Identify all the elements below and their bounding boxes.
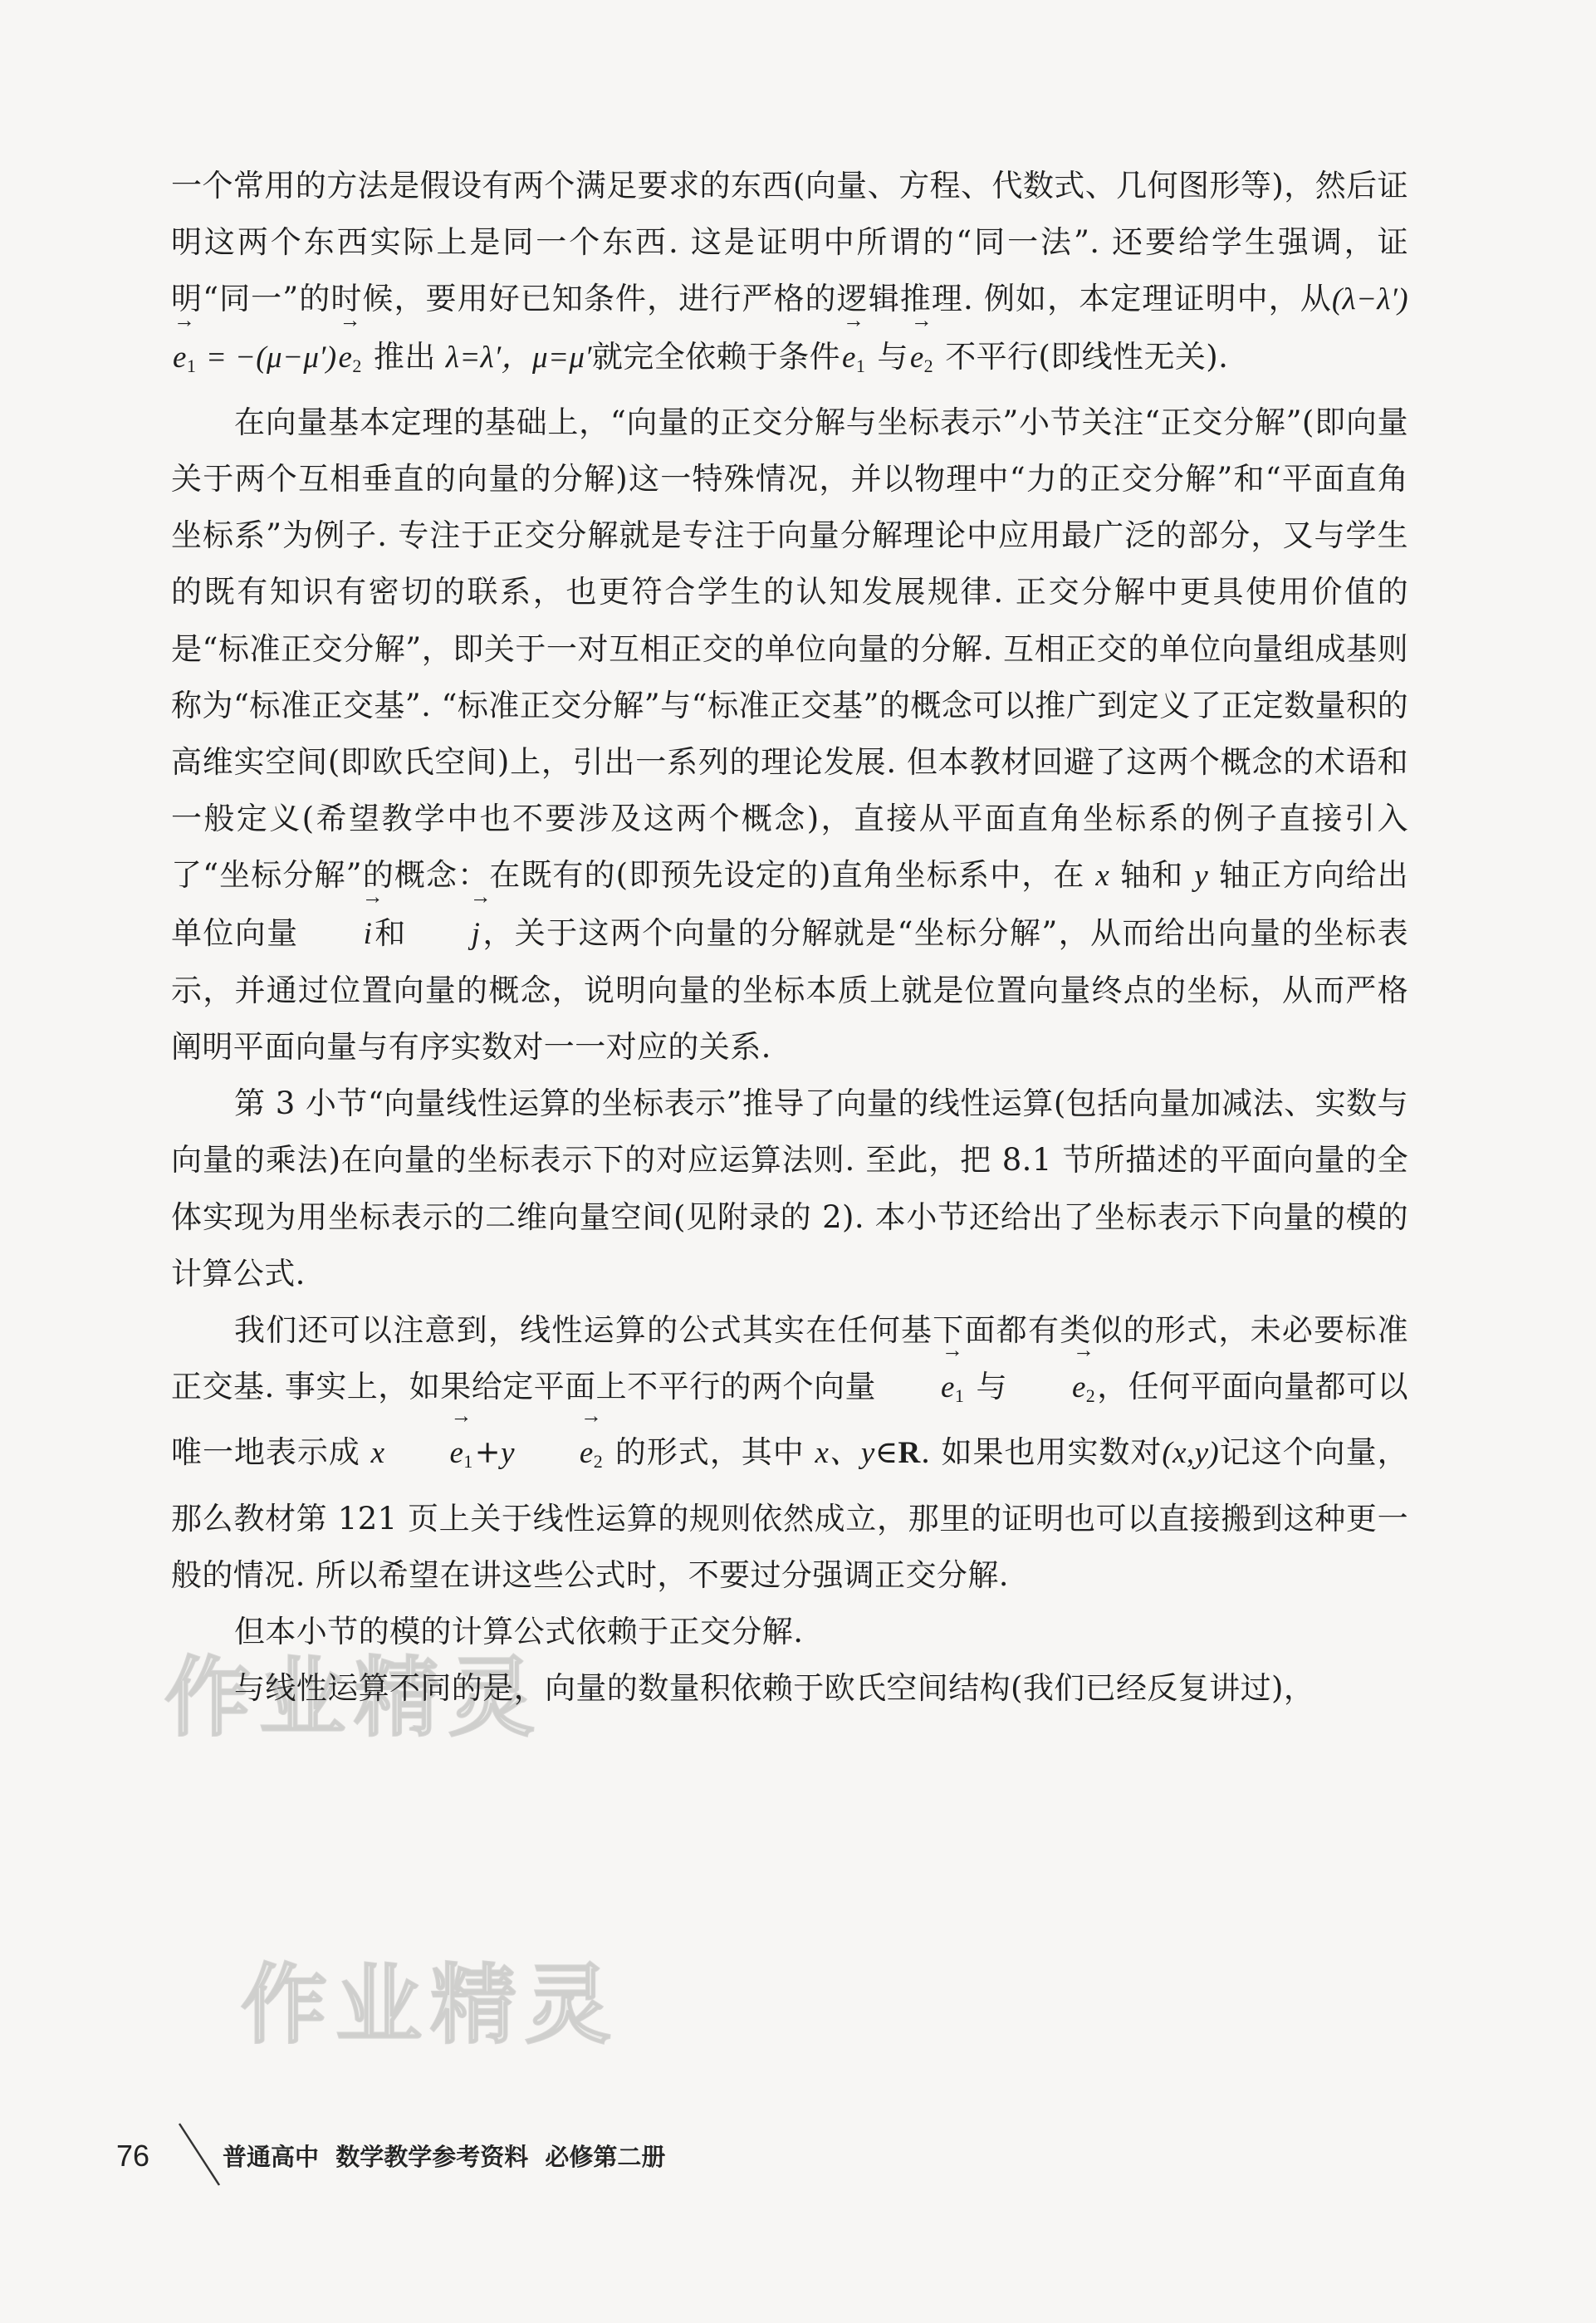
- paragraph-2: 在向量基本定理的基础上，“向量的正交分解与坐标表示”小节关注“正交分解”(即向量关于两个互相垂直的向量的分解)这一特殊情况，并以物理中“力的正交分解”和“平面直角坐标系”为例子. 专注于正交分解就是专注于向量分解理论中应用最广泛的部分，又与学生的既有知识有密切的联系，也更符合学生的认知发展规律. 正交分解中更具使用价值的是“标准正交分解”，即关于一对互相正交的单位向量的分解. 互相正交的单位向量组成基则称为“标准正交基”. “标准正交分解”与“标准正交基”的概念可以推广到定义了正定数量积的高维实空间(即欧氏空间)上，引出一系列的理论发展. 但本教材回避了这两个概念的术语和一般定义(希望教学中也不要涉及这两个概念)，直接从平面直角坐标系的例子直接引入了“坐标分解”的概念：在既有的(即预先设定的)直角坐标系中，在 x 轴和 y 轴正方向给出单位向量 i →和 j →，关于这两个向量的分解就是“坐标分解”，从而给出向量的坐标表示，并通过位置向量的概念，说明向量的坐标本质上就是位置向量终点的坐标，从而严格阐明平面向量与有序实数对一一对应的关系.: [171, 395, 1408, 1076]
- vector-j: j →: [407, 906, 482, 963]
- page-footer: [116, 2122, 947, 2188]
- vector-e1: $e_1$ →: [876, 1360, 966, 1424]
- vector-i: i →: [299, 906, 375, 963]
- vector-e1: $e_1$ →: [171, 330, 198, 395]
- paragraph-1: 一个常用的方法是假设有两个满足要求的东西(向量、方程、代数式、几何图形等)，然后证明这两个东西实际上是同一个东西. 这是证明中所谓的“同一法”. 还要给学生强调，证明“同一”的时候，要用好已知条件，进行严格的逻辑推理. 例如，本定理证明中，从$(\lambda-\lambda')e_1$ → = $-(\mu-\mu')e_2$ → 推出 λ=λ′，μ=μ′就完全依赖于条件$e_1$ → 与$e_2$ → 不平行(即线性无关).: [171, 158, 1408, 395]
- vector-e2: $e_2$ →: [908, 330, 935, 395]
- vector-e2: $e_2$ →: [1007, 1360, 1097, 1424]
- paragraph-5: 但本小节的模的计算公式依赖于正交分解.: [234, 1614, 804, 1650]
- vector-e2: $e_2$ →: [337, 330, 364, 395]
- vector-e2: $e_2$ →: [515, 1425, 605, 1490]
- paragraph-4: 我们还可以注意到，线性运算的公式其实在任何基下面都有类似的形式，未必要标准正交基. 事实上，如果给定平面上不平行的两个向量 $e_1$ → 与 $e_2$ →，任何平面向量都可以唯一地表示成 x $e_1 \to+y$ $e_2$ → 的形式，其中 x、y∈R. 如果也用实数对(x,y)记这个向量，那么教材第 121 页上关于线性运算的规则依然成立，那里的证明也可以直接搬到这种更一般的情况. 所以希望在讲这些公式时，不要过分强调正交分解.: [171, 1302, 1408, 1604]
- watermark-bottom: 作业精灵: [241, 1954, 620, 2056]
- paragraph-3: 第 3 小节“向量线性运算的坐标表示”推导了向量的线性运算(包括向量加减法、实数与向量的乘法)在向量的坐标表示下的对应运算法则. 至此，把 8.1 节所描述的平面向量的全体实现为用坐标表示的二维向量空间(见附录的 2). 本小节还给出了坐标表示下向量的模的计算公式.: [171, 1086, 1408, 1291]
- body-text: [171, 158, 1408, 1717]
- vector-e1: $e_1$ →: [840, 330, 867, 395]
- watermark-top: 作业精灵: [164, 1647, 544, 1748]
- page-number: 76: [116, 2139, 150, 2173]
- footer-slash-divider: [176, 2122, 226, 2188]
- book-title: 普通高中 数学教学参考资料 必修第二册: [223, 2143, 666, 2171]
- vector-e1: $e_1$ →: [384, 1425, 474, 1490]
- paragraph-6: 与线性运算不同的是，向量的数量积依赖于欧氏空间结构(我们已经反复讲过)，: [234, 1670, 1315, 1707]
